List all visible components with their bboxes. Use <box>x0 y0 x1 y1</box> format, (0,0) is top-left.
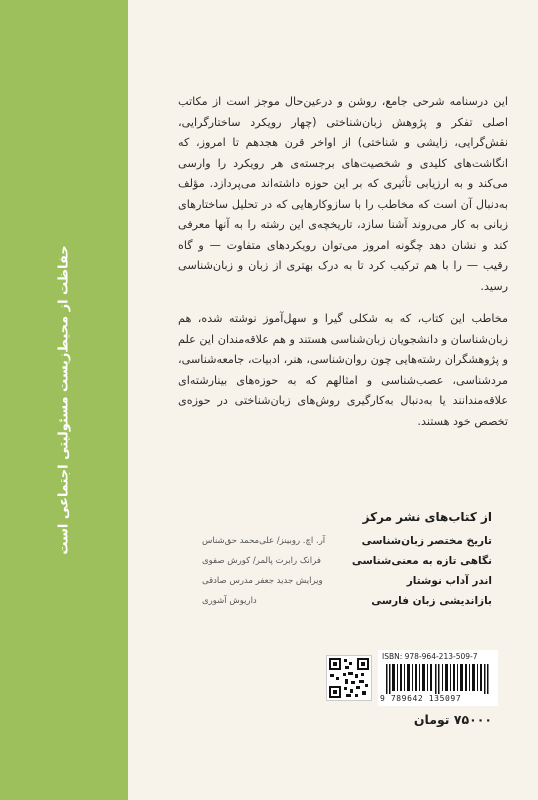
barcode-bars <box>386 664 490 694</box>
blurb-paragraph-2: مخاطب این کتاب، که به شکلی گیرا و سهل‌آموز نوشته شده، هم زبان‌شناسان و دانشجویان زبان‌شناسی هستند و هم علاقه‌مندان این علم و پژوهشگران رشته‌هایی چون روان‌شناسی، هنر، ادبیات، جامعه‌شناسی، مردشناسی، عصب‌شناسی و امثالهم که به حوزه‌های بینارشته‌ای علاقه‌مندانند یا به‌دنبال به‌کارگیری روش‌های زبان‌شناختی در حوزه‌ی تخصص خود هستند. <box>178 312 508 428</box>
price: ۷۵۰۰۰ تومان <box>413 712 492 727</box>
book-author: فرانک رابرت پالمر/ کورش صفوی <box>202 556 321 566</box>
book-row <box>202 553 492 569</box>
book-row <box>202 593 492 609</box>
book-row <box>202 533 492 549</box>
book-author: داریوش آشوری <box>202 596 257 606</box>
book-title: بازاندیشی زبان فارسی <box>371 595 492 607</box>
qr-code <box>326 655 372 701</box>
other-books-heading: از کتاب‌های نشر مرکز <box>362 510 492 524</box>
qr-code-graphic <box>327 656 371 700</box>
isbn-label: ISBN: 978-964-213-509-7 <box>382 652 478 661</box>
book-title: اندر آداب نوشتار <box>406 575 492 587</box>
blurb-text <box>178 92 508 444</box>
barcode-digits: 9 789642 135097 <box>380 694 462 703</box>
book-author: ویرایش جدید جعفر مدرس صادقی <box>202 576 323 586</box>
barcode <box>378 650 498 706</box>
book-author: آر. اچ. روبینز/ علی‌محمد حق‌شناس <box>202 536 326 546</box>
blurb-paragraph-1: این درسنامه شرحی جامع، روشن و درعین‌حال موجز است از مکاتب اصلی تفکر و پژوهش زبان‌شناختی (چهار رویکرد ساختارگرایی، نقش‌گرایی، زایشی و شناختی) از اواخر قرن هجدهم تا امروز، که انگاشت‌های کلیدی و شخصیت‌های برجسته‌ی هر رویکرد را وارسی می‌کند و به ارزیابی تأثیری که بر این حوزه داشته‌اند می‌پردازد. مؤلف به‌دنبال آن است که مخاطب را با سازوکارهایی که در تحلیل ساختارهای زبانی به کار می‌روند آشنا سازد، تاریخچه‌ی این رشته را به آنها معرفی کند و نشان دهد چگونه امروز می‌توان رویکردهای متفاوت — و گاه رقیب — را با هم ترکیب کرد تا به درک بهتری از زبان و زبان‌شناسی رسید. <box>178 95 508 293</box>
spine-text: حفاظت از محیط‌زیست مسئولیتی اجتماعی است <box>56 245 72 555</box>
book-title: نگاهی تازه به معنی‌شناسی <box>351 555 492 567</box>
book-title: تاریخ مختصر زبان‌شناسی <box>361 535 492 547</box>
book-row <box>202 573 492 589</box>
spine-strip <box>0 0 128 800</box>
